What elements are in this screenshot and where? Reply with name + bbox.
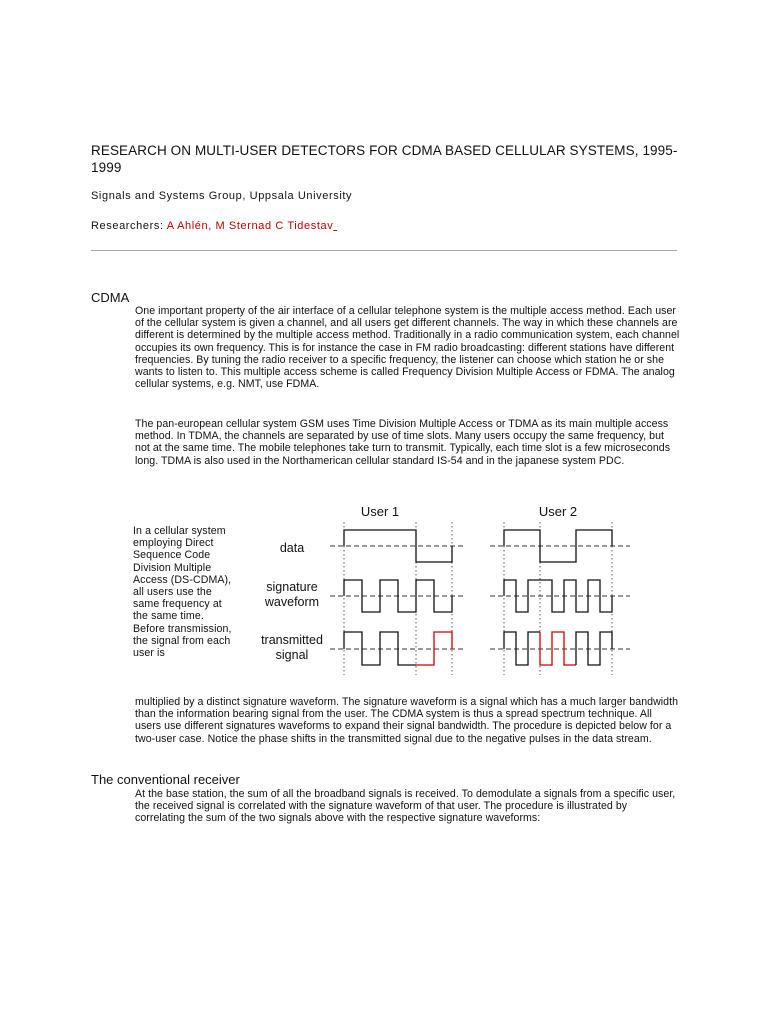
figure-row-label-signature: signature <box>266 580 318 594</box>
researcher-link-ahlen[interactable]: A Ahlén, <box>166 220 212 232</box>
link-underline-trail[interactable] <box>333 220 337 232</box>
cdma-paragraph-1-text: One important property of the air interface of a cellular telephone system is the multiple access method. Each user of the cellular system is given a channel, and all users get different channels. The way in which these channels are different is determined by the multiple access method. Traditionally in a radio communication system, each channel occupies its own frequency. This is for instance the case in FM radio broadcasting: different stations have different frequencies. By tuning the radio receiver to a specific frequency, the listener can choose which station he or she wants to listen to. This multiple access scheme is called Frequency Division Multiple Access or FDMA. The analog cellular systems, e.g. NMT, use FDMA. <box>135 305 680 391</box>
figure-user2-label: User 2 <box>538 504 578 519</box>
section-heading-cdma: CDMA <box>91 290 130 305</box>
researchers-label: Researchers: <box>91 220 164 232</box>
cdma-paragraph-3-rest <box>135 696 680 745</box>
researcher-link-tidestav[interactable]: C Tidestav <box>275 220 334 232</box>
cdma-paragraph-3-side: In a cellular system employing Direct Sequence Code Division Multiple Access (DS-CDMA), all users use the same frequency at the same time. Before transmission, the signal from each user is <box>133 525 232 660</box>
figure-vertical-guides <box>344 522 612 675</box>
receiver-paragraph-1-text: At the base station, the sum of all the broadband signals is received. To demodulate a signals from a specific user, the received signal is correlated with the signature waveform of that user. The procedure is illustrated by correlating the sum of the two signals above with the respective signature waveforms: <box>135 788 676 825</box>
cdma-paragraph-2 <box>135 418 680 467</box>
cdma-signal-figure <box>254 500 646 680</box>
section-heading-receiver: The conventional receiver <box>91 772 240 787</box>
figure-row-label-signal: signal <box>275 648 309 662</box>
figure-row-label-transmitted: transmitted <box>261 633 323 647</box>
horizontal-rule <box>91 250 677 251</box>
cdma-paragraph-1 <box>135 305 680 390</box>
figure-row-label-waveform: waveform <box>264 595 320 609</box>
researchers-line <box>91 220 337 232</box>
page-title: RESEARCH ON MULTI-USER DETECTORS FOR CDMA BASED CELLULAR SYSTEMS, 1995-1999 <box>91 143 678 175</box>
affiliation: Signals and Systems Group, Uppsala University <box>91 190 353 202</box>
cdma-paragraph-2-text: The pan-european cellular system GSM uses Time Division Multiple Access or TDMA as its main multiple access method. In TDMA, the channels are separated by use of time slots. Many users occupy the same frequency, but not at the same time. The mobile telephones take turn to transmit. Typically, each time slot is a few microseconds long. TDMA is also used in the Northamerican cellular standard IS-54 and in the japanese system PDC. <box>135 418 671 467</box>
cdma-paragraph-3-rest-text: multiplied by a distinct signature waveform. The signature waveform is a signal which has a much larger bandwidth than the information bearing signal from the user. The CDMA system is thus a spread spectrum technique. All users use different signatures waveforms to expand their signal bandwidth. The procedure is depicted below for a two-user case. Notice the phase shifts in the transmitted signal due to the negative pulses in the data stream. <box>135 696 679 745</box>
figure-user1-label: User 1 <box>360 504 400 519</box>
receiver-paragraph-1 <box>135 788 680 825</box>
figure-baselines <box>330 546 630 649</box>
figure-row-label-data: data <box>279 541 305 555</box>
researcher-link-sternad[interactable]: M Sternad <box>215 220 272 232</box>
